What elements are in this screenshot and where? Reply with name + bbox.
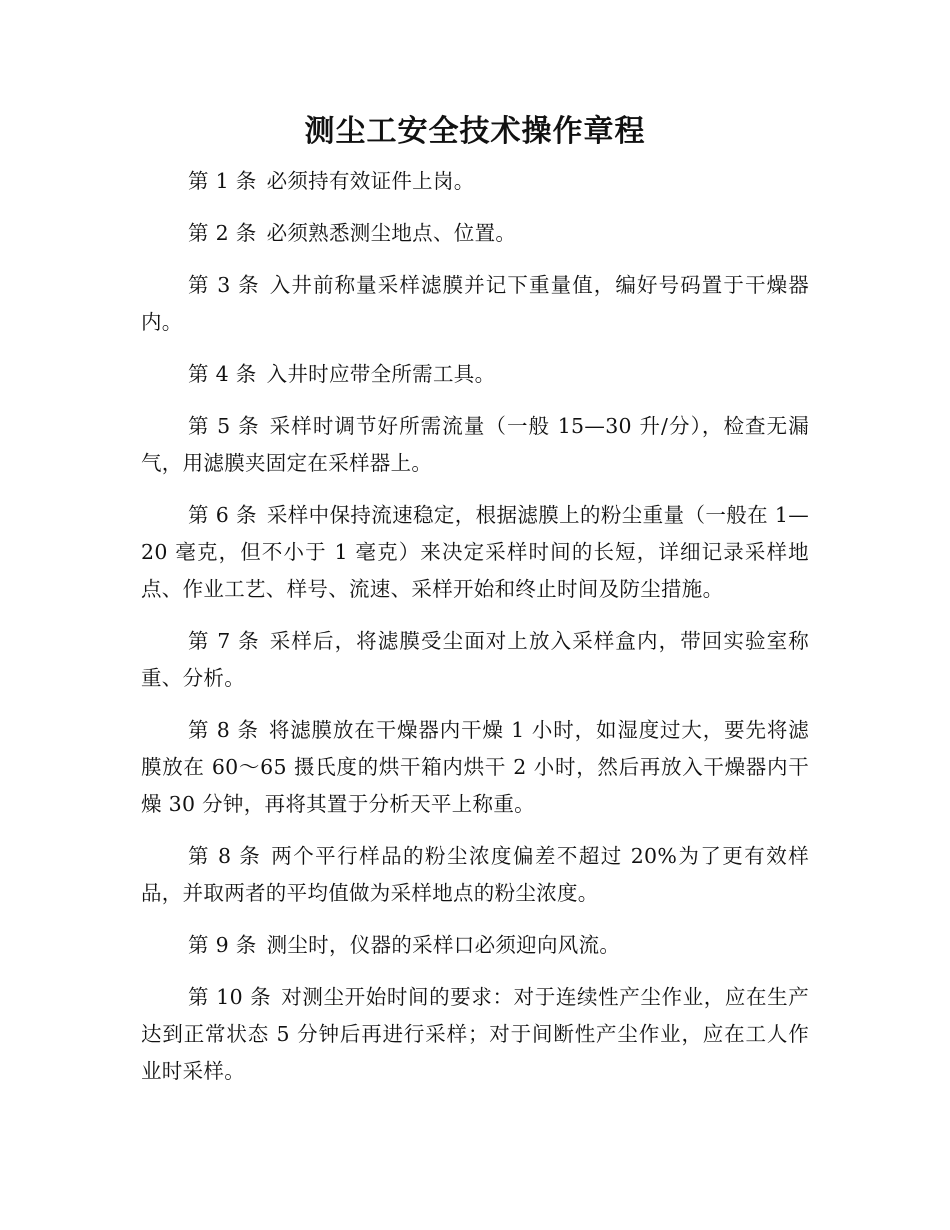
article-text: 对测尘开始时间的要求：对于连续性产尘作业，应在生产达到正常状态 5 分钟后再进行采样；对于间断性产尘作业，应在工人作业时采样。 (141, 985, 809, 1083)
article-label: 第 6 条 (188, 503, 257, 527)
document-body (141, 163, 809, 1105)
article-text: 入井前称量采样滤膜并记下重量值，编好号码置于干燥器内。 (141, 273, 809, 334)
article-7 (141, 623, 809, 697)
article-text: 采样中保持流速稳定，根据滤膜上的粉尘重量（一般在 1—20 毫克，但不小于 1 毫克）来决定采样时间的长短，详细记录采样地点、作业工艺、样号、流速、采样开始和终止时间及防尘措施。 (141, 503, 809, 601)
article-label: 第 8 条 (188, 844, 262, 868)
article-text: 测尘时，仪器的采样口必须迎向风流。 (266, 933, 621, 957)
article-9 (141, 927, 809, 964)
article-8 (141, 712, 809, 823)
article-10 (141, 979, 809, 1090)
article-2 (141, 215, 809, 252)
article-label: 第 3 条 (188, 273, 260, 297)
article-label: 第 4 条 (188, 362, 257, 386)
article-text: 采样后，将滤膜受尘面对上放入采样盒内，带回实验室称重、分析。 (141, 629, 809, 690)
article-text: 必须持有效证件上岗。 (266, 169, 475, 193)
article-text: 将滤膜放在干燥器内干燥 1 小时，如湿度过大，要先将滤膜放在 60～65 摄氏度的烘干箱内烘干 2 小时，然后再放入干燥器内干燥 30 分钟，再将其置于分析天平上称重。 (141, 718, 809, 816)
article-label: 第 5 条 (188, 414, 260, 438)
article-4 (141, 356, 809, 393)
article-label: 第 8 条 (188, 718, 259, 742)
article-text: 入井时应带全所需工具。 (266, 362, 496, 386)
article-label: 第 2 条 (188, 221, 257, 245)
article-text: 采样时调节好所需流量（一般 15—30 升/分），检查无漏气，用滤膜夹固定在采样器上。 (141, 414, 809, 475)
article-text: 两个平行样品的粉尘浓度偏差不超过 20%为了更有效样品，并取两者的平均值做为采样地点的粉尘浓度。 (141, 844, 809, 905)
article-3 (141, 267, 809, 341)
article-label: 第 7 条 (188, 629, 260, 653)
article-6 (141, 497, 809, 608)
article-1 (141, 163, 809, 200)
article-text: 必须熟悉测尘地点、位置。 (266, 221, 517, 245)
article-label: 第 10 条 (188, 985, 272, 1009)
article-5 (141, 408, 809, 482)
document-title: 测尘工安全技术操作章程 (304, 114, 646, 149)
article-label: 第 1 条 (188, 169, 257, 193)
article-8b (141, 838, 809, 912)
article-label: 第 9 条 (188, 933, 257, 957)
